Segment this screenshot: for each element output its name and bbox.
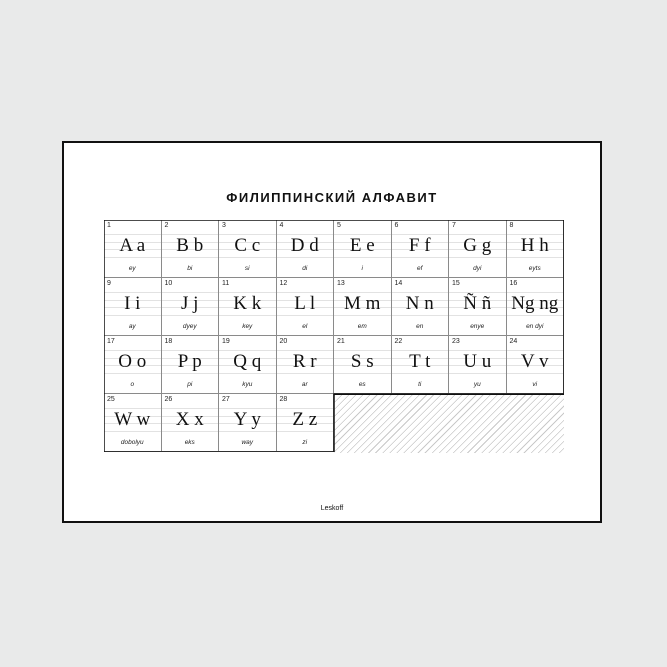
- letter-number: 6: [394, 222, 399, 229]
- letter-pronunciation: way: [241, 439, 254, 446]
- letter-pronunciation: dobolyu: [120, 439, 144, 446]
- letter-glyph: Q q: [233, 351, 262, 372]
- letter-number: 8: [509, 222, 514, 229]
- letter-number: 7: [452, 222, 456, 229]
- letter-number: 26: [164, 396, 173, 403]
- letter-number: 18: [164, 338, 173, 345]
- letter-glyph: Z z: [292, 409, 318, 430]
- letter-number: 23: [452, 338, 460, 345]
- letter-pronunciation: bi: [187, 265, 193, 272]
- letter-number: 28: [279, 396, 288, 403]
- letter-glyph: T t: [409, 351, 431, 372]
- letter-cell: [449, 336, 507, 394]
- letter-number: 15: [452, 280, 460, 287]
- letter-number: 9: [107, 280, 111, 287]
- letter-pronunciation: ay: [128, 323, 136, 330]
- letter-glyph: A a: [119, 235, 146, 256]
- letter-cell: [507, 336, 565, 394]
- hatched-empty-area: [334, 394, 564, 453]
- letter-pronunciation: dyi: [473, 265, 482, 272]
- letter-pronunciation: o: [130, 381, 135, 388]
- brand-label: Leskoff: [320, 505, 344, 512]
- poster-title: ФИЛИППИНСКИЙ АЛФАВИТ: [226, 190, 438, 205]
- letter-glyph: P p: [177, 351, 202, 372]
- letter-cell: [219, 336, 277, 394]
- letter-glyph: W w: [114, 409, 151, 430]
- letter-number: 3: [222, 222, 226, 229]
- letter-glyph: Ñ ñ: [463, 293, 492, 314]
- letter-cell: [334, 220, 392, 278]
- letter-pronunciation: es: [358, 381, 366, 388]
- letter-cell: [162, 278, 220, 336]
- letter-pronunciation: di: [302, 265, 308, 272]
- letter-cell: [162, 220, 220, 278]
- letter-number: 24: [509, 338, 518, 345]
- letter-glyph: S s: [350, 351, 374, 372]
- letter-pronunciation: en: [416, 323, 424, 330]
- letter-glyph: J j: [181, 293, 199, 314]
- letter-pronunciation: vi: [532, 381, 538, 388]
- letter-glyph: L l: [294, 293, 316, 314]
- letter-pronunciation: dyey: [182, 323, 197, 330]
- letter-glyph: I i: [124, 293, 141, 314]
- letter-number: 12: [279, 280, 288, 287]
- letter-pronunciation: pi: [187, 381, 193, 388]
- letter-number: 11: [222, 280, 230, 287]
- letter-cell: [277, 394, 335, 452]
- letter-number: 20: [279, 338, 288, 345]
- letter-glyph: D d: [290, 235, 319, 256]
- letter-number: 22: [394, 338, 403, 345]
- letter-cell: [277, 220, 335, 278]
- letter-glyph: R r: [292, 351, 317, 372]
- letter-cell: [219, 278, 277, 336]
- letter-cell: [104, 278, 162, 336]
- letter-glyph: B b: [176, 235, 204, 256]
- poster-frame: [62, 141, 602, 523]
- letter-glyph: X x: [175, 409, 204, 430]
- letter-cell: [104, 394, 162, 452]
- letter-number: 2: [164, 222, 169, 229]
- letter-pronunciation: yu: [473, 381, 481, 388]
- letter-number: 21: [337, 338, 345, 345]
- letter-cell: [507, 278, 565, 336]
- letter-glyph: C c: [234, 235, 261, 256]
- letter-cell: [277, 278, 335, 336]
- letter-number: 19: [222, 338, 230, 345]
- letter-number: 17: [107, 338, 115, 345]
- letter-cell: [392, 220, 450, 278]
- letter-glyph: G g: [463, 235, 492, 256]
- letter-pronunciation: ey: [128, 265, 136, 272]
- letter-glyph: K k: [233, 293, 262, 314]
- letter-pronunciation: enye: [470, 323, 485, 330]
- letter-number: 13: [337, 280, 345, 287]
- letter-cell: [334, 336, 392, 394]
- letter-cell: [507, 220, 565, 278]
- letter-glyph: V v: [520, 351, 549, 372]
- letter-cell: [162, 394, 220, 452]
- letter-number: 25: [107, 396, 115, 403]
- letter-glyph: O o: [118, 351, 147, 372]
- letter-glyph: N n: [405, 293, 434, 314]
- letter-cell: [162, 336, 220, 394]
- letter-pronunciation: si: [244, 265, 250, 272]
- letter-pronunciation: ar: [301, 381, 308, 388]
- letter-glyph: F f: [408, 235, 431, 256]
- letter-pronunciation: zi: [302, 439, 308, 446]
- letter-cell: [104, 220, 162, 278]
- letter-cell: [392, 336, 450, 394]
- letter-glyph: M m: [344, 293, 381, 314]
- letter-pronunciation: key: [242, 323, 253, 330]
- alphabet-grid: [104, 220, 564, 452]
- letter-number: 5: [337, 222, 341, 229]
- letter-number: 10: [164, 280, 173, 287]
- letter-pronunciation: ti: [418, 381, 422, 388]
- letter-glyph: E e: [349, 235, 375, 256]
- letter-pronunciation: eks: [184, 439, 195, 446]
- letter-cell: [449, 278, 507, 336]
- letter-number: 4: [279, 222, 284, 229]
- letter-glyph: H h: [520, 235, 549, 256]
- letter-cell: [277, 336, 335, 394]
- letter-pronunciation: em: [357, 323, 367, 330]
- letter-number: 1: [107, 222, 111, 229]
- letter-pronunciation: i: [361, 265, 363, 272]
- letter-cell: [219, 394, 277, 452]
- letter-pronunciation: el: [302, 323, 308, 330]
- letter-number: 27: [222, 396, 230, 403]
- letter-glyph: Y y: [233, 409, 261, 430]
- letter-cell: [449, 220, 507, 278]
- letter-cell: [334, 278, 392, 336]
- letter-glyph: Ng ng: [511, 293, 559, 314]
- letter-number: 14: [394, 280, 403, 287]
- letter-pronunciation: ef: [417, 265, 423, 272]
- letter-cell: [104, 336, 162, 394]
- letter-cell: [392, 278, 450, 336]
- letter-pronunciation: eyts: [528, 265, 541, 272]
- letter-pronunciation: en dyi: [526, 323, 544, 330]
- letter-cell: [219, 220, 277, 278]
- letter-pronunciation: kyu: [242, 381, 253, 388]
- letter-glyph: U u: [463, 351, 492, 372]
- letter-number: 16: [509, 280, 518, 287]
